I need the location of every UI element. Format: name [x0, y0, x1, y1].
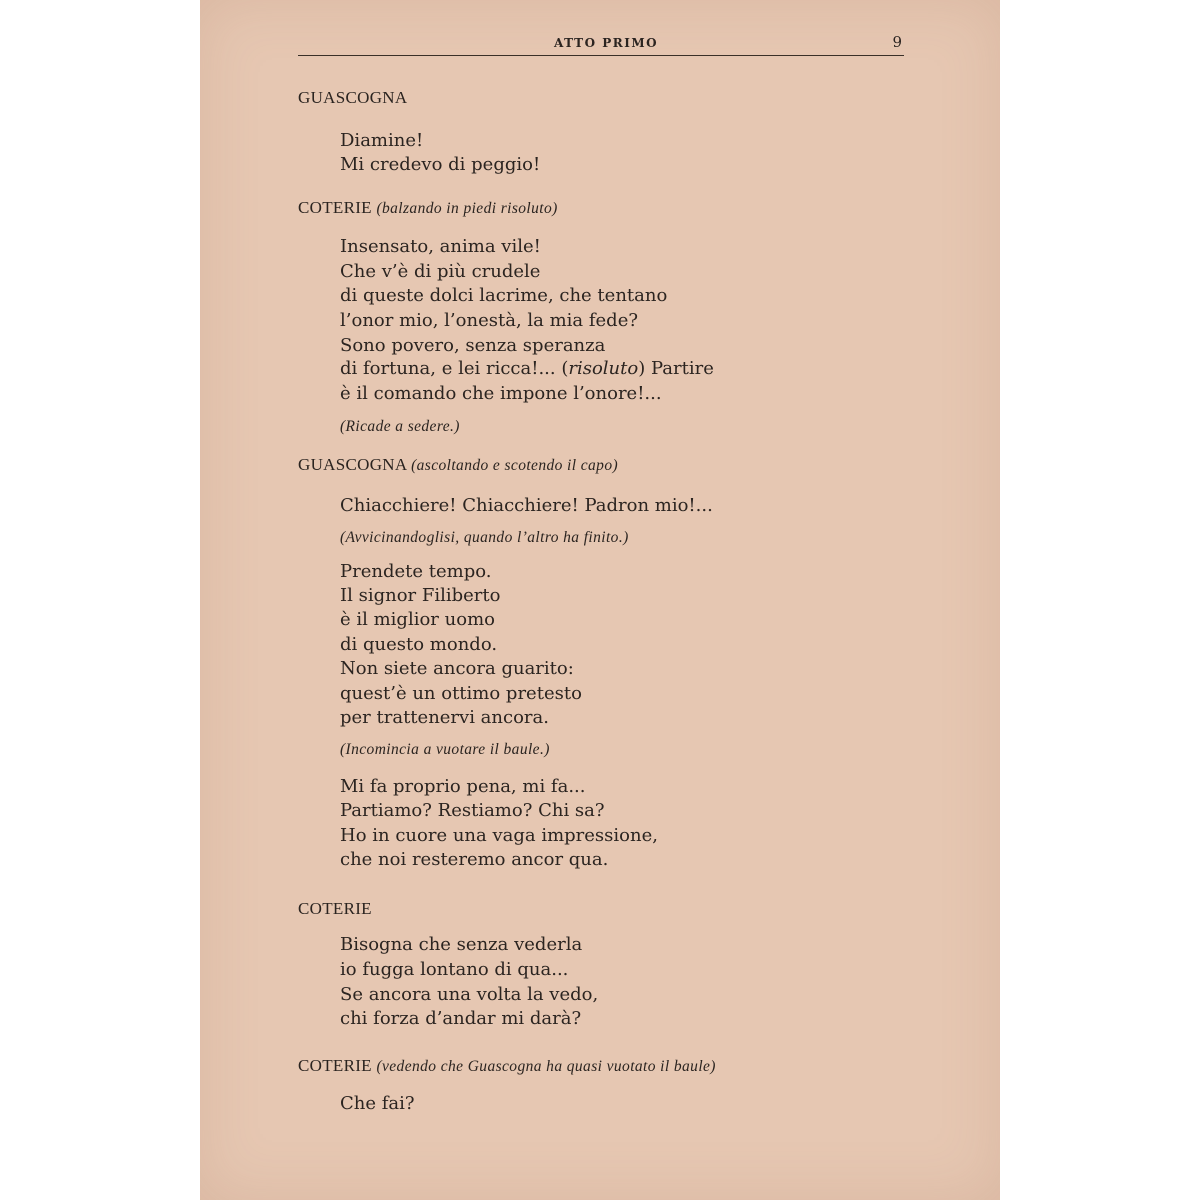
running-header — [298, 30, 904, 58]
verse-text: di fortuna, e lei ricca!... ( — [340, 358, 569, 379]
stage-direction: (Ricade a sedere.) — [340, 418, 460, 435]
verse-italic: risoluto — [568, 358, 639, 379]
verse-line: che noi resteremo ancor qua. — [340, 849, 609, 870]
speaker-name: GUASCOGNA — [298, 455, 407, 474]
verse-line: Il signor Filiberto — [340, 585, 501, 606]
verse-line: Diamine! — [340, 130, 424, 151]
speaker-line — [298, 455, 618, 475]
speaker-name: COTERIE — [298, 198, 372, 217]
stage-direction: (balzando in piedi risoluto) — [376, 200, 558, 217]
verse-line: Prendete tempo. — [340, 561, 492, 582]
verse-line — [340, 358, 714, 379]
verse-line: di questo mondo. — [340, 634, 498, 655]
verse-line: io fugga lontano di qua... — [340, 959, 569, 980]
act-title: ATTO PRIMO — [554, 36, 659, 50]
verse-line: Se ancora una volta la vedo, — [340, 984, 599, 1005]
verse-line: è il comando che impone l’onore!... — [340, 383, 662, 404]
verse-line: Ho in cuore una vaga impressione, — [340, 825, 658, 846]
verse-line: Non siete ancora guarito: — [340, 658, 574, 679]
speaker-name: COTERIE — [298, 899, 372, 918]
stage-direction: (vedendo che Guascogna ha quasi vuotato il baule) — [376, 1058, 716, 1075]
verse-line: l’onor mio, l’onestà, la mia fede? — [340, 310, 639, 331]
speaker-line — [298, 899, 372, 919]
verse-line: Chiacchiere! Chiacchiere! Padron mio!... — [340, 495, 713, 516]
stage-direction: (ascoltando e scotendo il capo) — [411, 457, 619, 474]
verse-line: Sono povero, senza speranza — [340, 335, 606, 356]
verse-line: Che v’è di più crudele — [340, 261, 541, 282]
speaker-line — [298, 1056, 716, 1076]
verse-line: Che fai? — [340, 1093, 415, 1114]
verse-line: quest’è un ottimo pretesto — [340, 683, 582, 704]
speaker-line — [298, 198, 558, 218]
verse-line: Mi fa proprio pena, mi fa... — [340, 776, 586, 797]
verse-line: Bisogna che senza vederla — [340, 934, 583, 955]
stage-direction: (Incomincia a vuotare il baule.) — [340, 741, 550, 758]
verse-line: per trattenervi ancora. — [340, 707, 549, 728]
verse-line: Partiamo? Restiamo? Chi sa? — [340, 800, 605, 821]
verse-line: Insensato, anima vile! — [340, 236, 541, 257]
verse-text: ) Partire — [638, 358, 714, 379]
verse-line: di queste dolci lacrime, che tentano — [340, 285, 668, 306]
book-page — [200, 0, 1000, 1200]
speaker-name: GUASCOGNA — [298, 88, 408, 107]
speaker-name: COTERIE — [298, 1056, 372, 1075]
stage-direction: (Avvicinandoglisi, quando l’altro ha finito.) — [340, 529, 629, 546]
speaker-line — [298, 88, 407, 108]
verse-line: Mi credevo di peggio! — [340, 154, 541, 175]
verse-line: è il miglior uomo — [340, 609, 495, 630]
verse-line: chi forza d’andar mi darà? — [340, 1008, 582, 1029]
page-number: 9 — [892, 33, 902, 51]
header-rule — [298, 55, 904, 56]
